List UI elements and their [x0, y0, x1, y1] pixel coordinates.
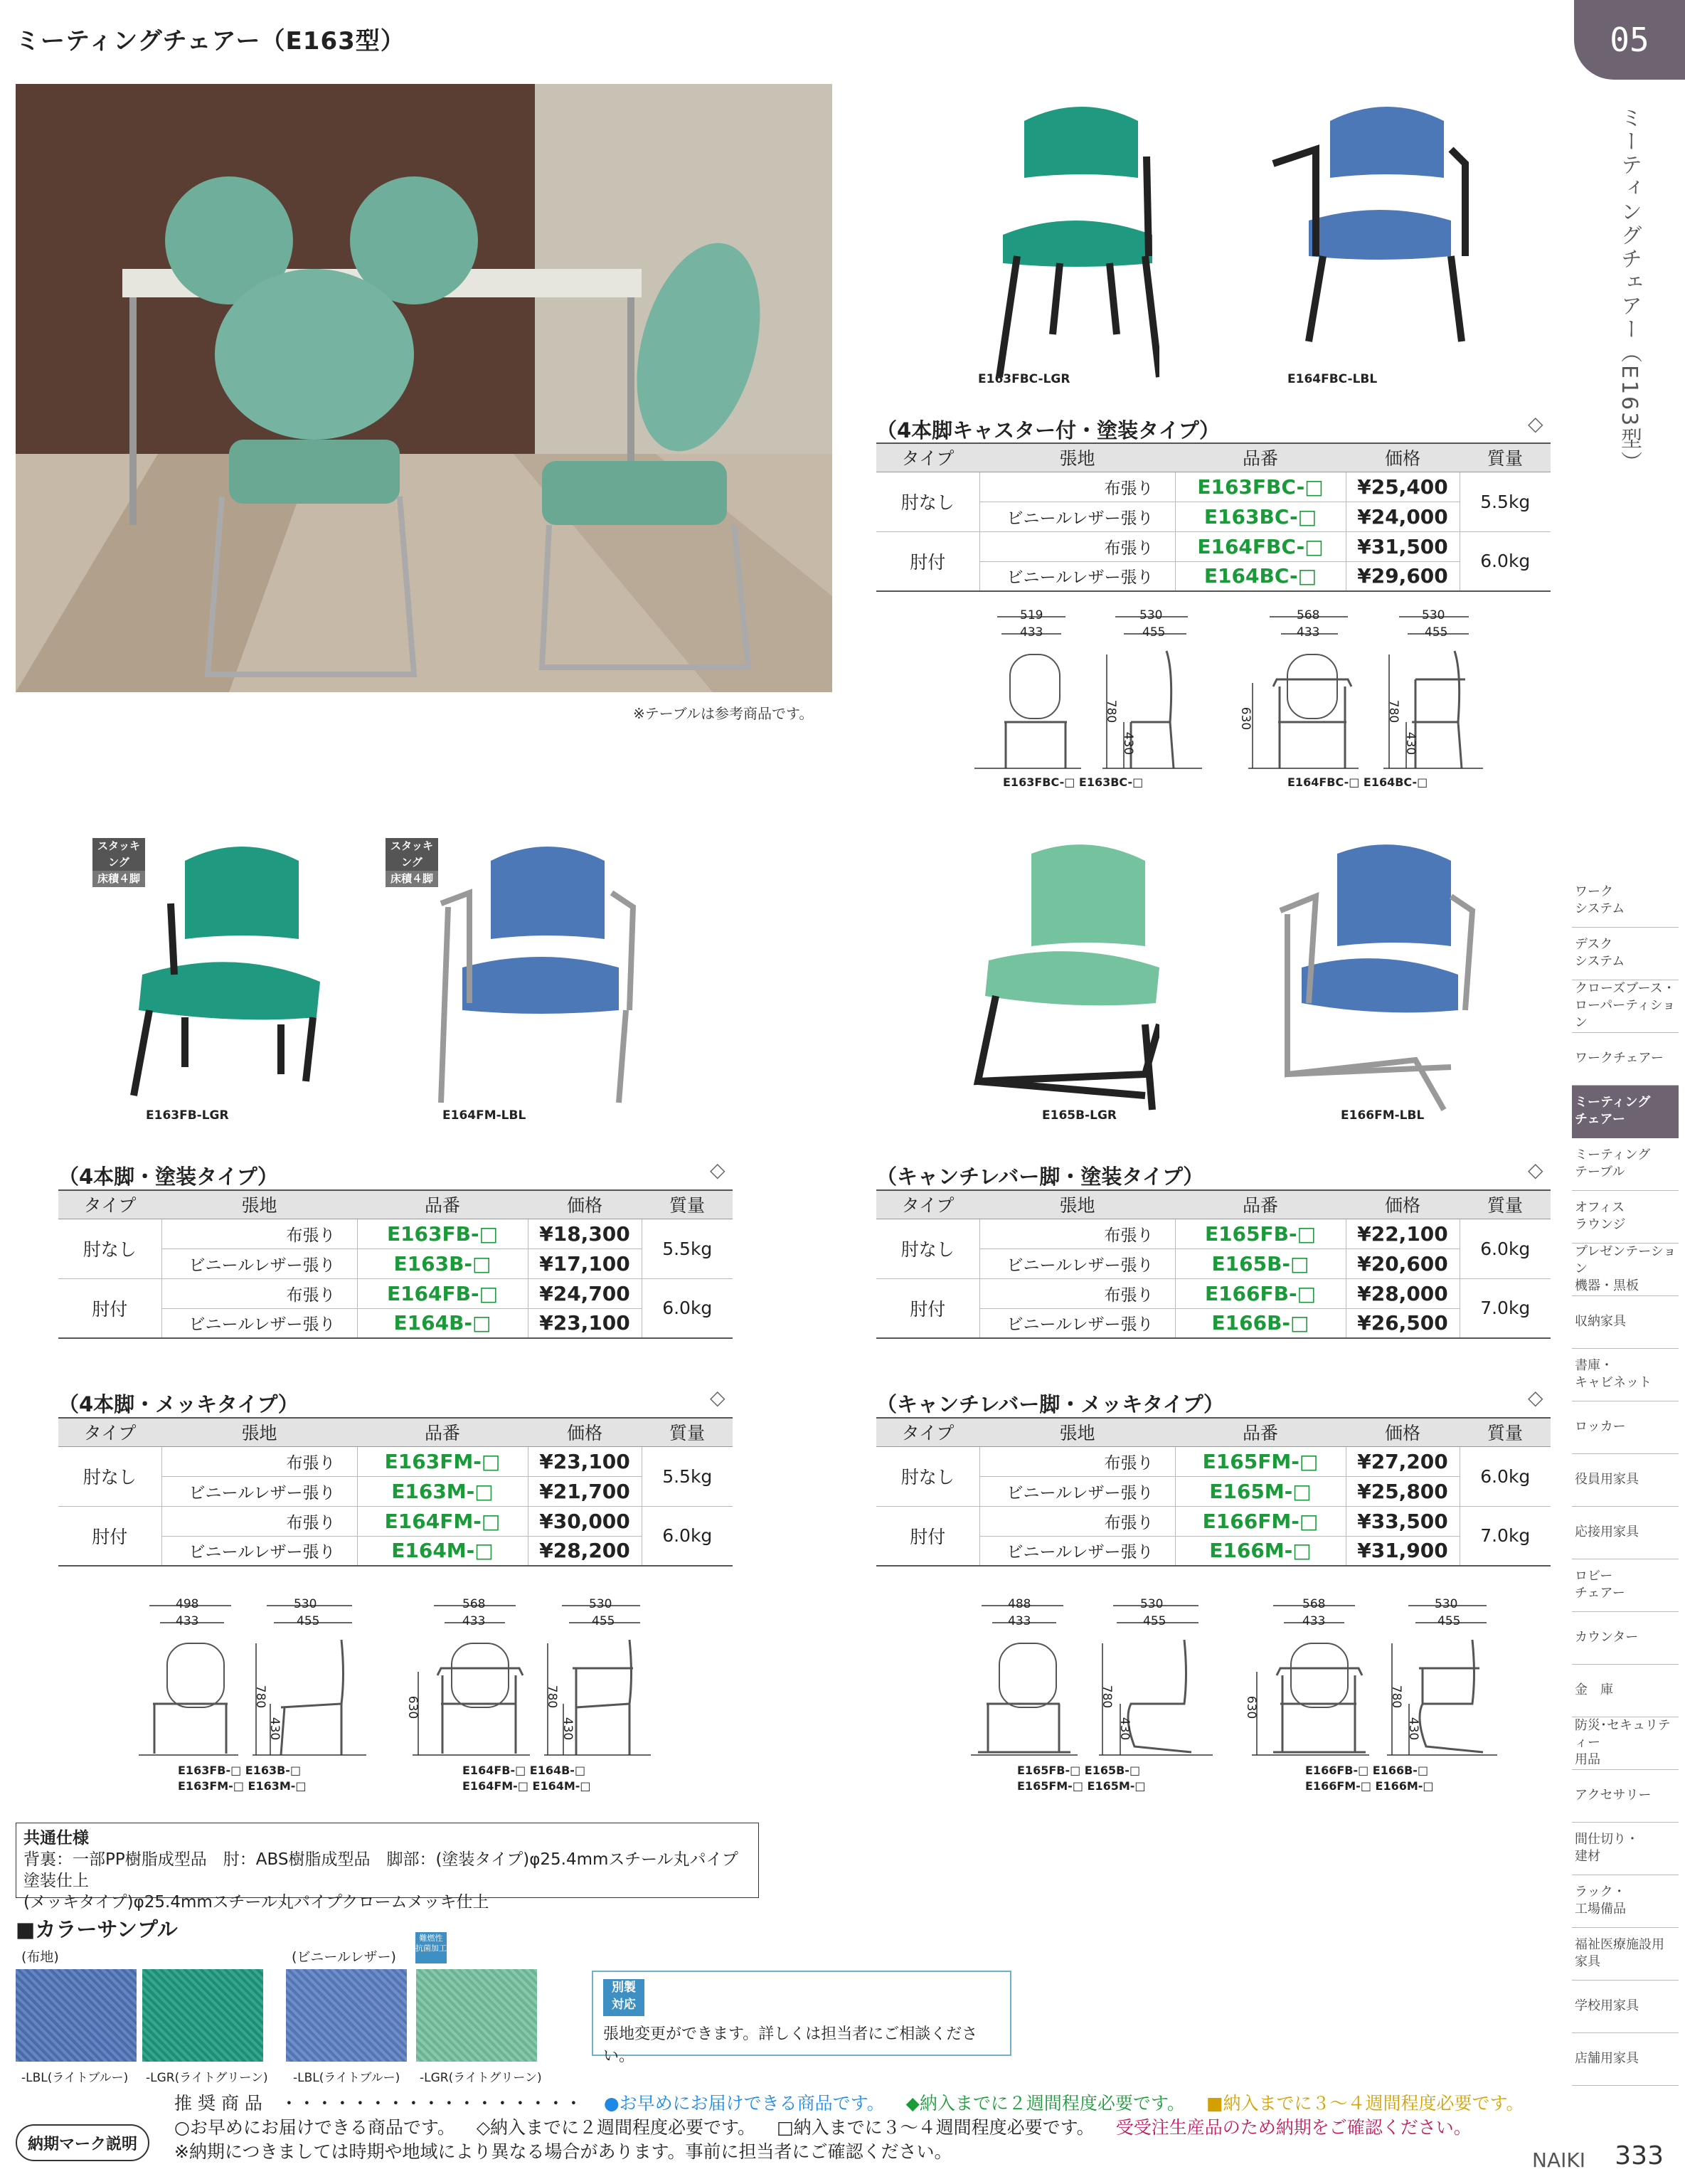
dim-width: 488 — [1008, 1597, 1031, 1611]
sidebar-item-17[interactable]: アクセサリー — [1572, 1770, 1679, 1823]
cell-weight: 7.0kg — [1460, 1506, 1551, 1566]
cell-type: 肘なし — [58, 1446, 161, 1506]
dim-inner-depth: 455 — [1437, 1614, 1461, 1628]
chair-label-e163fb: E163FB-LGR — [146, 1108, 229, 1123]
sidebar-item-2[interactable]: クローズブース・ ローパーティション — [1572, 980, 1679, 1033]
th-weight: 質量 — [1460, 1190, 1551, 1219]
cell-code: E164M-□ — [357, 1536, 528, 1566]
th-material: 張地 — [979, 1190, 1175, 1219]
th-code: 品番 — [1175, 1190, 1346, 1219]
th-type: タイプ — [876, 1418, 979, 1446]
dim-inner-width: 433 — [1008, 1614, 1031, 1628]
cell-type: 肘付 — [58, 1506, 161, 1566]
chair-label-e164fm: E164FM-LBL — [442, 1108, 526, 1123]
cell-code: E166FM-□ — [1175, 1506, 1346, 1536]
sidebar-item-13[interactable]: ロビー チェアー — [1572, 1559, 1679, 1612]
dim-seat-height: 430 — [1403, 731, 1418, 756]
cell-type: 肘付 — [876, 1278, 979, 1338]
cell-type: 肘なし — [876, 472, 979, 531]
chair-image-e165b — [967, 839, 1159, 1117]
cell-type: 肘なし — [58, 1219, 161, 1278]
cell-material: ビニールレザー張り — [979, 502, 1175, 531]
table2-title: （4本脚・塗装タイプ） — [58, 1165, 279, 1189]
spec-table-4leg-painted — [58, 1189, 733, 1339]
cell-material: 布張り — [979, 1219, 1175, 1249]
table4-delivery-mark: ◇ — [710, 1386, 725, 1409]
th-code: 品番 — [357, 1418, 528, 1446]
delivery-legend-button[interactable]: 納期マーク説明 — [16, 2124, 149, 2161]
cell-type: 肘付 — [58, 1278, 161, 1338]
sidebar-item-19[interactable]: ラック・ 工場備品 — [1572, 1875, 1679, 1928]
dim-codes-plated: E165FM-□ E165M-□ — [1017, 1779, 1146, 1793]
dim-depth: 530 — [1435, 1597, 1458, 1611]
cell-code: E164FB-□ — [357, 1278, 528, 1308]
cell-material: ビニールレザー張り — [161, 1536, 357, 1566]
swatch-label: -LGR(ライトグリーン) — [420, 2071, 542, 2085]
sidebar-item-21[interactable]: 学校用家具 — [1572, 1981, 1679, 2033]
swatch-label: -LGR(ライトグリーン) — [146, 2071, 268, 2085]
dim-height: 780 — [1104, 699, 1119, 723]
cell-code: E163M-□ — [357, 1476, 528, 1506]
dim-inner-width: 433 — [1297, 625, 1320, 640]
dim-inner-width: 433 — [176, 1614, 199, 1628]
dim-width: 498 — [176, 1597, 199, 1611]
flame-resistant-badge: 難燃性 抗菌加工 — [415, 1932, 447, 1963]
vertical-section-title: ミーティングチェアー（E163型） — [1617, 107, 1642, 475]
spec-table-4leg-plated — [58, 1417, 733, 1567]
dimension-drawing-e163fbc — [960, 608, 1216, 793]
sidebar-item-8[interactable]: 収納家具 — [1572, 1296, 1679, 1349]
dim-height: 780 — [545, 1685, 560, 1709]
dim-depth: 530 — [294, 1597, 317, 1611]
chair-label-e164fbc: E164FBC-LBL — [1287, 372, 1378, 386]
color-sample-title: ■カラーサンプル — [16, 1917, 178, 1941]
sidebar-item-1[interactable]: デスク システム — [1572, 928, 1679, 980]
dimension-drawing-e164fbc — [1234, 608, 1504, 793]
cell-material: 布張り — [161, 1219, 357, 1249]
stacking-badge-line1: スタッキング — [92, 838, 145, 871]
spec-table-cantilever-plated — [876, 1417, 1551, 1567]
chair-image-e164fm — [434, 839, 647, 1117]
cell-code: E164FM-□ — [357, 1506, 528, 1536]
cell-material: ビニールレザー張り — [161, 1308, 357, 1338]
cell-code: E164B-□ — [357, 1308, 528, 1338]
legend-note: ※納期につきましては時期や地域により異なる場合があります。事前に担当者にご確認ください。 — [174, 2141, 952, 2162]
legend-3-4weeks: ■納入までに３～４週間程度必要です。 — [1206, 2093, 1524, 2114]
cell-material: 布張り — [161, 1446, 357, 1476]
th-weight: 質量 — [1460, 443, 1551, 472]
cell-code: E163FB-□ — [357, 1219, 528, 1249]
cell-weight: 5.5kg — [642, 1446, 733, 1506]
sidebar-item-22[interactable]: 店舗用家具 — [1572, 2033, 1679, 2086]
custom-order-tag — [603, 1979, 644, 2016]
dim-arm-height: 630 — [1244, 1695, 1259, 1719]
custom-order-tag-line1: 別製 — [612, 1981, 636, 1995]
cell-price: ¥26,500 — [1346, 1308, 1460, 1338]
table1-title: （4本脚キャスター付・塗装タイプ） — [876, 418, 1221, 442]
cell-price: ¥23,100 — [528, 1308, 642, 1338]
swatch-fabric-lgr[interactable] — [142, 1969, 263, 2062]
chair-image-e166fm — [1273, 839, 1479, 1117]
th-price: 価格 — [1346, 1190, 1460, 1219]
th-type: タイプ — [58, 1418, 161, 1446]
cell-code: E163B-□ — [357, 1249, 528, 1278]
sidebar-item-12[interactable]: 応接用家具 — [1572, 1507, 1679, 1559]
dimension-drawing-e164fb — [405, 1597, 669, 1803]
dim-width: 519 — [1020, 608, 1043, 622]
dim-inner-depth: 455 — [1142, 625, 1166, 640]
custom-order-note — [592, 1971, 1011, 2065]
legend-fast-std: ○お早めにお届けできる商品です。 — [174, 2117, 455, 2138]
cell-weight: 6.0kg — [1460, 1446, 1551, 1506]
chair-label-e165b: E165B-LGR — [1042, 1108, 1117, 1123]
cell-weight: 7.0kg — [1460, 1278, 1551, 1338]
table5-delivery-mark: ◇ — [1528, 1386, 1543, 1409]
custom-order-tag-line2: 対応 — [612, 1998, 636, 2012]
cell-price: ¥21,700 — [528, 1476, 642, 1506]
cell-material: ビニールレザー張り — [979, 561, 1175, 591]
dim-width: 568 — [1297, 608, 1320, 622]
dim-seat-height: 430 — [1406, 1717, 1421, 1741]
sidebar-item-7[interactable]: プレゼンテーション 機器・黒板 — [1572, 1244, 1679, 1296]
cell-material: ビニールレザー張り — [979, 1536, 1175, 1566]
spec-table-cantilever-painted — [876, 1189, 1551, 1339]
page-number: 333 — [1615, 2141, 1664, 2170]
legend-recommended-label: 推 奨 商 品 ・・・・・・・・・・・・・・・・・ — [174, 2093, 583, 2114]
cell-type: 肘なし — [876, 1219, 979, 1278]
common-spec-box — [16, 1823, 759, 1912]
dim-codes: E164FBC-□ E164BC-□ — [1287, 775, 1428, 789]
cell-price: ¥20,600 — [1346, 1249, 1460, 1278]
cell-material: 布張り — [979, 1278, 1175, 1308]
th-material: 張地 — [979, 443, 1175, 472]
cell-material: 布張り — [979, 1506, 1175, 1536]
cell-material: ビニールレザー張り — [161, 1476, 357, 1506]
sidebar-item-14[interactable]: カウンター — [1572, 1612, 1679, 1665]
cell-code: E164BC-□ — [1175, 561, 1346, 591]
th-material: 張地 — [979, 1418, 1175, 1446]
cell-code: E165FB-□ — [1175, 1219, 1346, 1249]
cell-price: ¥31,500 — [1346, 531, 1460, 561]
dim-inner-depth: 455 — [1425, 625, 1448, 640]
sidebar-item-3[interactable]: ワークチェアー — [1572, 1033, 1679, 1086]
room-photo — [16, 84, 832, 692]
dim-codes-plated: E164FM-□ E164M-□ — [462, 1779, 591, 1793]
sidebar-item-6[interactable]: オフィス ラウンジ — [1572, 1191, 1679, 1244]
section-number-tab[interactable]: 05 — [1574, 0, 1685, 80]
sidebar-item-15[interactable]: 金 庫 — [1572, 1665, 1679, 1717]
dim-height: 780 — [1100, 1685, 1115, 1709]
common-spec-line1: 背裏：一部PP樹脂成型品 肘：ABS樹脂成型品 脚部：(塗装タイプ)φ25.4mmスチール丸パイプ塗装仕上 — [23, 1850, 738, 1890]
table3-delivery-mark: ◇ — [1528, 1158, 1543, 1182]
th-code: 品番 — [1175, 1418, 1346, 1446]
dim-codes-plated: E163FM-□ E163M-□ — [178, 1779, 307, 1793]
th-price: 価格 — [528, 1190, 642, 1219]
cell-price: ¥25,400 — [1346, 472, 1460, 502]
cell-price: ¥30,000 — [528, 1506, 642, 1536]
vinyl-label: (ビニールレザー) — [292, 1949, 396, 1965]
legend-made-to-order: 受受注生産品のため納期をご確認ください。 — [1115, 2117, 1472, 2138]
dim-depth: 530 — [1139, 608, 1163, 622]
cell-price: ¥33,500 — [1346, 1506, 1460, 1536]
table3-title: （キャンチレバー脚・塗装タイプ） — [876, 1165, 1204, 1189]
chair-image-e164fbc — [1259, 92, 1472, 384]
th-material: 張地 — [161, 1190, 357, 1219]
cell-type: 肘付 — [876, 1506, 979, 1566]
cell-price: ¥27,200 — [1346, 1446, 1460, 1476]
table4-title: （4本脚・メッキタイプ） — [58, 1392, 299, 1416]
cell-material: 布張り — [979, 531, 1175, 561]
chair-label-e166fm: E166FM-LBL — [1341, 1108, 1425, 1123]
dim-width: 568 — [462, 1597, 486, 1611]
cell-material: 布張り — [161, 1506, 357, 1536]
fabric-label: (布地) — [21, 1949, 59, 1965]
cell-price: ¥18,300 — [528, 1219, 642, 1249]
cell-material: 布張り — [979, 1446, 1175, 1476]
cell-code: E163FBC-□ — [1175, 472, 1346, 502]
swatch-vinyl-lbl[interactable] — [286, 1969, 407, 2062]
cell-price: ¥23,100 — [528, 1446, 642, 1476]
th-price: 価格 — [528, 1418, 642, 1446]
legend-fast: ●お早めにお届けできる商品です。 — [603, 2093, 885, 2114]
dim-depth: 530 — [589, 1597, 612, 1611]
th-weight: 質量 — [642, 1190, 733, 1219]
swatch-fabric-lbl[interactable] — [16, 1969, 137, 2062]
cell-material: ビニールレザー張り — [979, 1476, 1175, 1506]
cell-weight: 6.0kg — [642, 1506, 733, 1566]
delivery-legend — [174, 2092, 1526, 2164]
dim-codes: E165FB-□ E165B-□ — [1017, 1764, 1141, 1777]
dim-inner-width: 433 — [1302, 1614, 1326, 1628]
cell-material: ビニールレザー張り — [979, 1308, 1175, 1338]
chair-image-e163fbc — [946, 92, 1159, 384]
legend-row-standard — [174, 2116, 1526, 2140]
dimension-drawing-e165fb — [971, 1597, 1227, 1803]
dim-height: 780 — [1389, 1685, 1404, 1709]
cell-code: E163BC-□ — [1175, 502, 1346, 531]
cell-weight: 5.5kg — [1460, 472, 1551, 531]
cell-weight: 6.0kg — [1460, 1219, 1551, 1278]
stacking-badge — [386, 838, 438, 885]
th-price: 価格 — [1346, 1418, 1460, 1446]
dimension-drawing-e166fb — [1241, 1597, 1511, 1803]
table1-delivery-mark: ◇ — [1528, 412, 1543, 435]
dim-codes: E163FBC-□ E163BC-□ — [1003, 775, 1144, 789]
table5-title: （キャンチレバー脚・メッキタイプ） — [876, 1392, 1224, 1416]
cell-code: E165M-□ — [1175, 1476, 1346, 1506]
cell-material: 布張り — [979, 472, 1175, 502]
dim-height: 780 — [253, 1685, 268, 1709]
th-type: タイプ — [876, 1190, 979, 1219]
th-material: 張地 — [161, 1418, 357, 1446]
common-spec-line2: (メッキタイプ)φ25.4mmスチール丸パイプクロームメッキ仕上 — [23, 1893, 489, 1912]
dim-inner-width: 433 — [462, 1614, 486, 1628]
cell-material: ビニールレザー張り — [161, 1249, 357, 1278]
dim-depth: 530 — [1140, 1597, 1164, 1611]
cell-code: E165FM-□ — [1175, 1446, 1346, 1476]
dim-inner-depth: 455 — [1143, 1614, 1166, 1628]
th-type: タイプ — [876, 443, 979, 472]
dim-inner-width: 433 — [1020, 625, 1043, 640]
custom-order-text: 張地変更ができます。詳しくは担当者にご相談ください。 — [603, 2025, 978, 2065]
dim-inner-depth: 455 — [297, 1614, 320, 1628]
dim-codes: E163FB-□ E163B-□ — [178, 1764, 302, 1777]
spec-table-caster-painted — [876, 442, 1551, 592]
th-code: 品番 — [357, 1190, 528, 1219]
cell-material: ビニールレザー張り — [979, 1249, 1175, 1278]
sidebar-item-9[interactable]: 書庫・ キャビネット — [1572, 1349, 1679, 1401]
cell-price: ¥25,800 — [1346, 1476, 1460, 1506]
th-weight: 質量 — [642, 1418, 733, 1446]
legend-row-recommended — [174, 2092, 1526, 2116]
dim-depth: 530 — [1422, 608, 1445, 622]
table2-delivery-mark: ◇ — [710, 1158, 725, 1182]
dim-inner-depth: 455 — [592, 1614, 615, 1628]
dim-height: 780 — [1386, 699, 1401, 723]
stacking-badge-line2: 床積４脚 — [386, 871, 438, 887]
footer-brand: NAIKI — [1532, 2148, 1585, 2172]
dim-seat-height: 430 — [560, 1717, 575, 1741]
cell-code: E166FB-□ — [1175, 1278, 1346, 1308]
side-nav — [1572, 875, 1679, 2086]
cell-code: E166B-□ — [1175, 1308, 1346, 1338]
page-title: ミーティングチェアー（E163型） — [16, 27, 405, 55]
th-type: タイプ — [58, 1190, 161, 1219]
legend-2weeks-std: ◇納入までに２週間程度必要です。 — [476, 2117, 756, 2138]
sidebar-item-11[interactable]: 役員用家具 — [1572, 1454, 1679, 1507]
sidebar-item-0[interactable]: ワーク システム — [1572, 875, 1679, 928]
chair-image-e163fb — [128, 839, 327, 1103]
cell-code: E164FBC-□ — [1175, 531, 1346, 561]
dimension-drawing-e163fb — [139, 1597, 395, 1803]
cell-price: ¥17,100 — [528, 1249, 642, 1278]
dim-codes: E166FB-□ E166B-□ — [1305, 1764, 1429, 1777]
dim-arm-height: 630 — [405, 1695, 420, 1719]
cell-type: 肘付 — [876, 531, 979, 591]
cell-weight: 6.0kg — [1460, 531, 1551, 591]
dim-width: 568 — [1302, 1597, 1326, 1611]
cell-price: ¥31,900 — [1346, 1536, 1460, 1566]
swatch-label: -LBL(ライトブルー) — [21, 2071, 129, 2085]
sidebar-item-10[interactable]: ロッカー — [1572, 1401, 1679, 1454]
dim-seat-height: 430 — [1121, 731, 1136, 756]
stacking-badge-line2: 床積４脚 — [92, 871, 145, 887]
common-spec-title: 共通仕様 — [23, 1829, 89, 1848]
dim-arm-height: 630 — [1238, 706, 1253, 731]
cell-price: ¥29,600 — [1346, 561, 1460, 591]
swatch-vinyl-lgr[interactable] — [416, 1969, 537, 2062]
dim-codes-plated: E166FM-□ E166M-□ — [1305, 1779, 1434, 1793]
sidebar-item-20[interactable]: 福祉医療施設用 家具 — [1572, 1928, 1679, 1981]
cell-price: ¥24,700 — [528, 1278, 642, 1308]
dim-seat-height: 430 — [1117, 1717, 1132, 1741]
cell-code: E166M-□ — [1175, 1536, 1346, 1566]
cell-price: ¥28,200 — [528, 1536, 642, 1566]
cell-price: ¥24,000 — [1346, 502, 1460, 531]
cell-price: ¥28,000 — [1346, 1278, 1460, 1308]
cell-price: ¥22,100 — [1346, 1219, 1460, 1249]
swatch-label: -LBL(ライトブルー) — [293, 2071, 400, 2085]
sidebar-item-5[interactable]: ミーティング テーブル — [1572, 1138, 1679, 1191]
sidebar-item-18[interactable]: 間仕切り・ 建材 — [1572, 1823, 1679, 1875]
cell-weight: 5.5kg — [642, 1219, 733, 1278]
th-code: 品番 — [1175, 443, 1346, 472]
legend-3-4weeks-std: □納入までに３～４週間程度必要です。 — [777, 2117, 1095, 2138]
cell-weight: 6.0kg — [642, 1278, 733, 1338]
dim-codes: E164FB-□ E164B-□ — [462, 1764, 586, 1777]
stacking-badge-line1: スタッキング — [386, 838, 438, 871]
cell-type: 肘なし — [876, 1446, 979, 1506]
sidebar-item-4[interactable]: ミーティング チェアー — [1572, 1086, 1679, 1138]
th-price: 価格 — [1346, 443, 1460, 472]
photo-caption: ※テーブルは参考商品です。 — [633, 705, 814, 722]
chair-label-e163fbc: E163FBC-LGR — [978, 372, 1070, 386]
cell-code: E163FM-□ — [357, 1446, 528, 1476]
sidebar-item-16[interactable]: 防災･セキュリティー 用品 — [1572, 1717, 1679, 1770]
cell-material: 布張り — [161, 1278, 357, 1308]
dim-seat-height: 430 — [267, 1717, 282, 1741]
cell-code: E165B-□ — [1175, 1249, 1346, 1278]
legend-2weeks: ◆納入までに２週間程度必要です。 — [905, 2093, 1185, 2114]
th-weight: 質量 — [1460, 1418, 1551, 1446]
